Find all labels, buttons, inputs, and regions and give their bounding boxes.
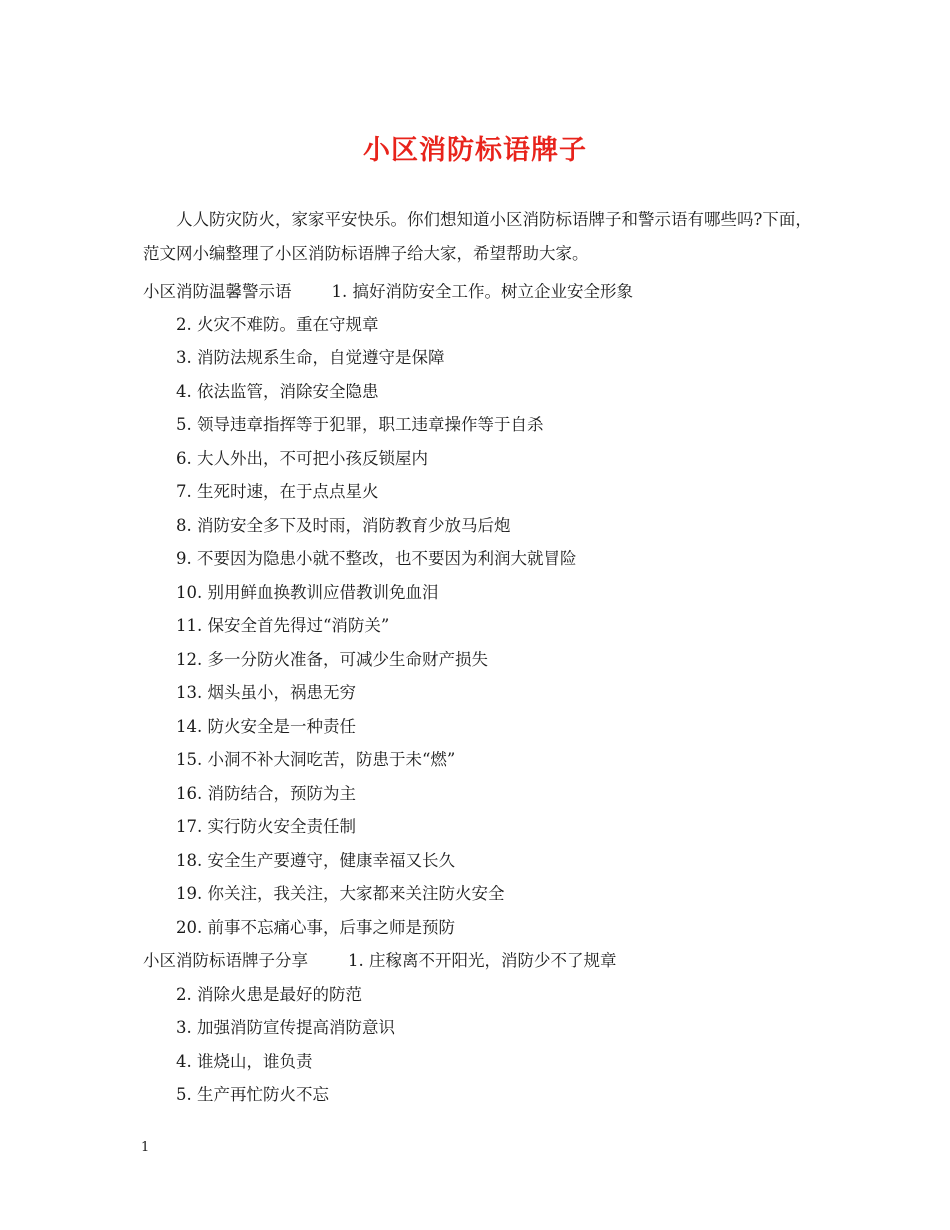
page-title: 小区消防标语牌子 <box>363 135 587 166</box>
list-item: 13. 烟头虽小，祸患无穷 <box>176 683 356 702</box>
list-item: 5. 领导违章指挥等于犯罪，职工违章操作等于自杀 <box>176 415 544 434</box>
list-item: 8. 消防安全多下及时雨，消防教育少放马后炮 <box>176 516 511 535</box>
section1-first-item: 1. 搞好消防安全工作。树立企业安全形象 <box>331 282 633 301</box>
list-item: 17. 实行防火安全责任制 <box>176 817 356 836</box>
list-item: 18. 安全生产要遵守，健康幸福又长久 <box>176 851 455 870</box>
section1-header <box>143 281 633 303</box>
list-item: 11. 保安全首先得过“消防关” <box>176 616 390 635</box>
list-item: 4. 谁烧山，谁负责 <box>176 1052 313 1071</box>
list-item: 19. 你关注，我关注，大家都来关注防火安全 <box>176 884 505 903</box>
list-item: 20. 前事不忘痛心事，后事之师是预防 <box>176 918 455 937</box>
section2-header <box>143 950 617 972</box>
list-item: 5. 生产再忙防火不忘 <box>176 1085 329 1104</box>
section2-first-item: 1. 庄稼离不开阳光，消防少不了规章 <box>348 951 617 970</box>
list-item: 16. 消防结合，预防为主 <box>176 784 356 803</box>
list-item: 3. 加强消防宣传提高消防意识 <box>176 1018 395 1037</box>
list-item: 12. 多一分防火准备，可减少生命财产损失 <box>176 650 488 669</box>
list-item: 14. 防火安全是一种责任 <box>176 717 356 736</box>
list-item: 3. 消防法规系生命，自觉遵守是保障 <box>176 348 445 367</box>
list-item: 10. 别用鲜血换教训应借教训免血泪 <box>176 583 439 602</box>
list-item: 2. 消除火患是最好的防范 <box>176 985 362 1004</box>
intro-paragraph: 人人防灾防火，家家平安快乐。你们想知道小区消防标语牌子和警示语有哪些吗?下面，范文网小编整理了小区消防标语牌子给大家，希望帮助大家。 <box>143 210 812 263</box>
section2-label: 小区消防标语牌子分享 <box>143 951 308 970</box>
list-item: 4. 依法监管，消除安全隐患 <box>176 382 379 401</box>
list-item: 9. 不要因为隐患小就不整改，也不要因为利润大就冒险 <box>176 549 577 568</box>
list-item: 2. 火灾不难防。重在守规章 <box>176 315 379 334</box>
section1-label: 小区消防温馨警示语 <box>143 282 292 301</box>
list-item: 7. 生死时速，在于点点星火 <box>176 482 379 501</box>
list-item: 15. 小洞不补大洞吃苦，防患于未“燃” <box>176 750 456 769</box>
list-item: 6. 大人外出，不可把小孩反锁屋内 <box>176 449 428 468</box>
page-number: 1 <box>141 1140 150 1155</box>
